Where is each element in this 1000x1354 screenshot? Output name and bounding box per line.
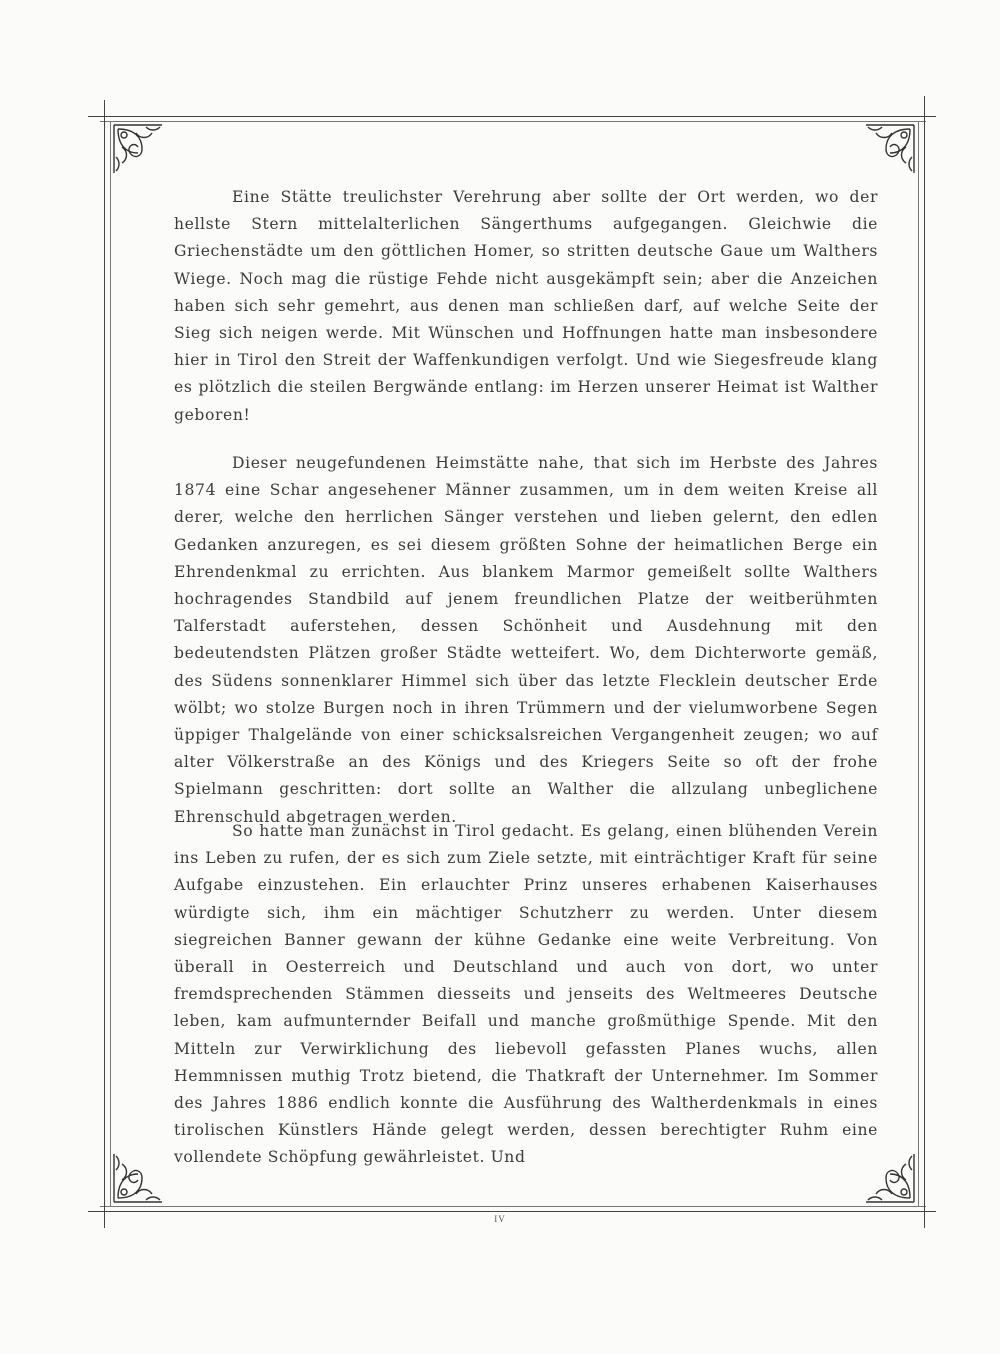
paragraph: Eine Stätte treulichster Verehrung aber sollte der Ort werden, wo der hellste Stern mittelalterlichen Sängerthums aufgegangen. Gleichwie die Griechenstädte um den göttlichen Homer, so stritten deutsche Gaue um Walthers Wiege. Noch mag die rüstige Fehde nicht ausgekämpft sein; aber die Anzeichen haben sich sehr gemehrt, aus denen man schließen darf, auf welche Seite der Sieg sich neigen werde. Mit Wünschen und Hoffnungen hatte man insbesondere hier in Tirol den Streit der Waffenkundigen verfolgt. Und wie Siegesfreude klang es plötzlich die steilen Bergwände entlang: im Herzen unserer Heimat ist Walther geboren! [174,188,878,424]
frame-bottom-inner-rule [100,1206,926,1207]
corner-flourish-icon [864,123,916,175]
frame-left-inner-rule [110,121,111,1207]
frame-left-rule [104,100,105,1228]
corner-flourish-icon [112,123,164,175]
paragraph: Dieser neugefundenen Heimstätte nahe, that sich im Herbste des Jahres 1874 eine Schar angesehener Männer zusammen, um in dem weiten Kreise all derer, welche den herrlichen Sänger verstehen und lieben gelernt, den edlen Gedanken anzuregen, es sei diesem größten Sohne der heimatlichen Berge ein Ehrendenkmal zu errichten. Aus blankem Marmor gemeißelt sollte Walthers hochragendes Standbild auf jenem freundlichen Platze der weitberühmten Talferstadt auferstehen, dessen Schönheit und Ausdehnung mit den bedeutendsten Plätzen großer Städte wetteifert. Wo, dem Dichterworte gemäß, des Südens sonnenklarer Himmel sich über das letzte Flecklein deutscher Erde wölbt; wo stolze Burgen noch in ihren Trümmern und der vielumworbene Segen üppiger Thalgelände von einer schicksalsreichen Vergangenheit zeugen; wo auf alter Völkerstraße an des Königs und des Kriegers Seite so oft der frohe Spielmann geschritten: dort sollte an Walther die allzulang unbeglichene Ehrenschuld abgetragen werden. [174,454,878,826]
frame-top-rule [88,116,936,117]
body-text-block [174,818,878,1172]
frame-right-inner-rule [918,121,919,1207]
page-number: IV [494,1214,506,1224]
body-text-block [174,450,878,831]
body-text-block [174,184,878,429]
frame-right-rule [924,96,925,1228]
frame-bottom-rule [88,1211,936,1212]
corner-flourish-icon [112,1152,164,1204]
frame-top-inner-rule [100,121,926,122]
paragraph: So hatte man zunächst in Tirol gedacht. Es gelang, einen blühenden Verein ins Leben zu rufen, der es sich zum Ziele setzte, mit einträchtiger Kraft für seine Aufgabe einzustehen. Ein erlauchter Prinz unseres erhabenen Kaiserhauses würdigte sich, ihm ein mächtiger Schutzherr zu werden. Unter diesem siegreichen Banner gewann der kühne Gedanke eine weite Verbreitung. Von überall in Oesterreich und Deutschland und auch von dort, wo unter fremdsprechenden Stämmen diesseits und jenseits des Weltmeeres Deutsche leben, kam aufmunternder Beifall und manche großmüthige Spende. Mit den Mitteln zur Verwirklichung des liebevoll gefassten Planes wuchs, allen Hemmnissen muthig Trotz bietend, die Thatkraft der Unternehmer. Im Sommer des Jahres 1886 endlich konnte die Ausführung des Waltherdenkmals in eines tirolischen Künstlers Hände gelegt werden, dessen berechtigter Ruhm eine vollendete Schöpfung gewährleistet. Und [174,822,878,1167]
